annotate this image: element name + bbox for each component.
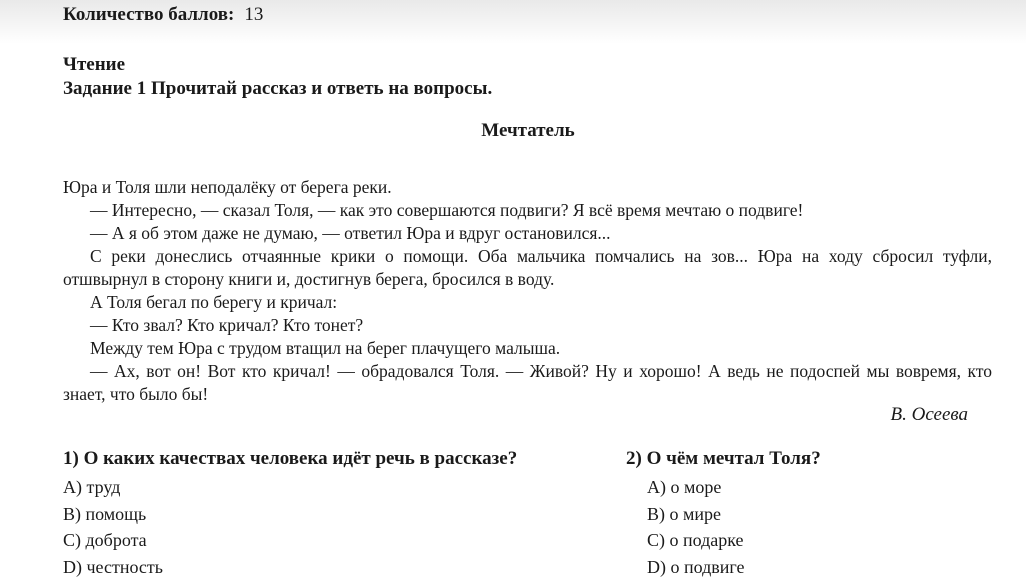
answer-option: D) о подвиге	[647, 556, 745, 577]
story-paragraph: Юра и Толя шли неподалёку от берега реки.	[63, 177, 392, 197]
score-value: 13	[244, 4, 264, 25]
story-paragraph: — Кто звал? Кто кричал? Кто тонет?	[90, 315, 364, 335]
answer-option: B) помощь	[63, 503, 147, 524]
section-heading: Чтение	[63, 54, 126, 75]
question-1-options	[63, 474, 163, 580]
story-paragraph: Между тем Юра с трудом втащил на берег плачущего малыша.	[90, 338, 561, 358]
answer-option: A) труд	[63, 477, 121, 497]
answer-option: A) о море	[647, 477, 722, 497]
answer-option: B) о мире	[647, 503, 722, 524]
story-paragraph: С реки донеслись отчаянные крики о помощи. Оба мальчика помчались на зов... Юра на ходу сбросил туфли, отшвырнул в сторону книги и, достигнув берега, бросился в воду.	[63, 246, 992, 289]
story-paragraph: А Толя бегал по берегу и кричал:	[90, 292, 338, 312]
answer-option: C) доброта	[63, 530, 147, 550]
question-1: 1) О каких качествах человека идёт речь в рассказе?	[63, 448, 518, 469]
task-heading: Задание 1 Прочитай рассказ и ответь на вопросы.	[63, 78, 493, 99]
question-2: 2) О чём мечтал Толя?	[626, 448, 821, 469]
story-paragraph: — А я об этом даже не думаю, — ответил Юра и вдруг остановился...	[90, 223, 611, 243]
answer-option: C) о подарке	[647, 530, 744, 550]
story-title: Мечтатель	[481, 120, 575, 141]
story-paragraph: — Интересно, — сказал Толя, — как это совершаются подвиги? Я всё время мечтаю о подвиге!	[90, 200, 804, 220]
story-paragraph: — Ах, вот он! Вот кто кричал! — обрадовался Толя. — Живой? Ну и хорошо! А ведь не подоспей мы вовремя, кто знает, что было бы!	[63, 361, 992, 404]
question-2-options	[647, 474, 745, 580]
score-line	[63, 4, 263, 26]
answer-option: D) честность	[63, 556, 163, 577]
story-author: В. Осеева	[890, 404, 968, 425]
story-text	[63, 176, 992, 406]
score-label: Количество баллов:	[63, 4, 235, 25]
